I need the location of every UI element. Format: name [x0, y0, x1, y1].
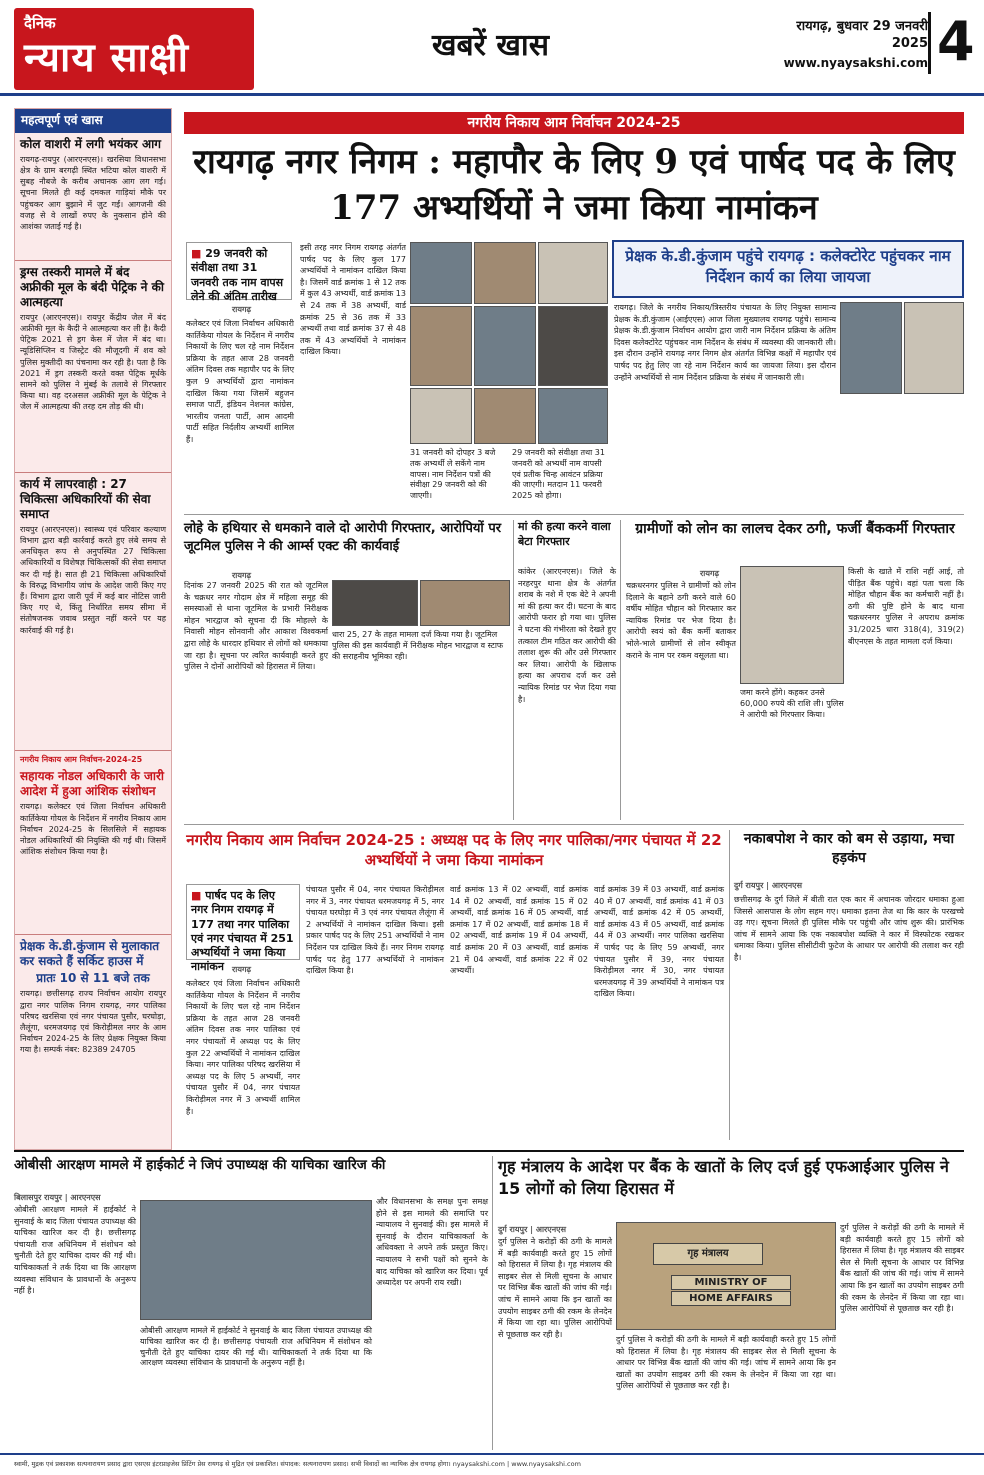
council-col-2: पंचायत पुसौर में 04, नगर पंचायत किरोड़ीमल नगर में 3, नगर पंचायत धरमजयगढ़ में 5, नगर पंचायत घरघोड़ा में 3 एवं नगर पंचायत लैलूंगा में 2 अभ्यर्थियों ने नामांकन दाखिल किया। इसी प्रकार पार्षद पद के लिए 251 अभ्यर्थियों ने नाम निर्देशन पत्र दाखिल किये हैं। नगर निगम रायगढ़ पार्षद पद हेतु 177 अभ्यर्थियों ने नामांकन दाखिल किया है। [306, 885, 444, 976]
imprint-footer: स्वामी, मुद्रक एवं प्रकाशक सत्यनारायण प्रसाद द्वारा एसएस इंटरप्राइजेस प्रिंटिंग प्रेस रायगढ़ से मुद्रित एवं प्रकाशित। संपादक: सत्यनारायण प्रसाद। सभी विवादों का न्यायिक क्षेत्र रायगढ़ होगा। nyaysakshi.com | www.nyaysakshi.com [0, 1453, 984, 1475]
obc-caption: ओबीसी आरक्षण मामले में हाईकोर्ट ने सुनवाई के बाद जिला पंचायत उपाध्यक्ष की याचिका खारिज कर दी है। छत्तीसगढ़ पंचायती राज अधिनियम में संशोधन को चुनौती देते हुए याचिका दायर की गई थी। याचिकाकर्ता ने तर्क दिया था कि आरक्षण व्यवस्था संविधान के प्रावधानों के अनुरूप नहीं है। [140, 1326, 372, 1368]
divider [729, 830, 730, 1140]
brief-item [15, 935, 171, 1057]
loan-portrait [740, 566, 844, 684]
obc-headline[interactable]: ओबीसी आरक्षण मामले में हाईकोर्ट ने जिपं उपाध्यक्ष की याचिका खारिज की [14, 1157, 386, 1173]
loan-caption: जमा करने होंगे। कहकर उनसे 60,000 रुपये की राशि ली। पुलिस ने आरोपी को गिरफ्तार किया। [740, 688, 844, 719]
brief-body: रायपुर (आरएनएस)। रायपुर केंद्रीय जेल में बंद अफ्रीकी मूल के कैदी ने आत्महत्या कर ली है। कैदी पेट्रिक 2021 से ड्रग केस में जेल में बंद था। न्यूडिसिप्लिन व जिस्ट्रेट की मौजूदगी में शव को पुलिस मुक्तीदी का पंचनामा कर रही है। पता है कि 2021 में ड्रग तस्करी करते वक्त पेट्रिक मूर्धके सामने को पुलिस ने मुंबई के तलावे से गिरफ्तार किया था। वह दरअसल अफ्रीकी मूल के पेट्रिक ने जेल में आत्महत्या की तरह दम तोड़ की थी। [20, 312, 166, 412]
bomb-headline[interactable]: नकाबपोश ने कार को बम से उड़ाया, मचा हड़कंप [743, 831, 955, 866]
obc-body-2: और विधानसभा के समक्ष पुनः समक्ष होने से इस मामले की समाप्ति पर न्यायालय ने सुनवाई की। इस मामले में सुनवाई के दौरान याचिकाकर्ता के अधिवक्ता ने अपने तर्क प्रस्तुत किए। न्यायालय ने सभी पक्षों को सुनने के बाद याचिका को खारिज कर दिया। पूर्व अध्यादेश पर अपनी राय रखी। [376, 1197, 488, 1288]
bullet-square-icon: ■ [191, 247, 206, 260]
logo-small-text: दैनिक [24, 14, 56, 32]
divider [184, 514, 964, 515]
lead-kicker: नगरीय निकाय आम निर्वाचन 2024-25 [184, 112, 964, 134]
council-headline[interactable]: नगरीय निकाय आम निर्वाचन 2024-25 : अध्यक्ष पद के लिए नगर पालिका/नगर पंचायत में 22 अभ्यर्थियों ने जमा किया नामांकन [186, 831, 722, 870]
lead-photo-7 [410, 388, 472, 444]
bomb-body: छत्तीसगढ़ के दुर्ग जिले में बीती रात एक कार में अचानक जोरदार धमाका हुआ जिससे आसपास के लोग सहम गए। धमाका इतना तेज था कि कार के परखच्चे उड़ गए। सूचना मिलते ही पुलिस मौके पर पहुंची और जांच शुरू की। प्रारंभिक जांच में सामने आया कि एक नकाबपोश व्यक्ति ने कार में विस्फोटक रखकर धमाका किया। पुलिस सीसीटीवी फुटेज के आधार पर आरोपी की तलाश कर रही है। [734, 895, 964, 962]
lead-headline[interactable]: रायगढ़ नगर निगम : महापौर के लिए 9 एवं पार्षद पद के लिए 177 अभ्यर्थियों ने जमा किया नामांकन [193, 142, 955, 228]
lead-photo-3 [538, 242, 608, 304]
lead-caption-2: 29 जनवरी को संवीक्षा तथा 31 जनवरी को अभ्यर्थी नाम वापसी एवं प्रतीक चिन्ह आवंटन प्रक्रिया की जाएगी। मतदान 11 फरवरी 2025 को होगा। [512, 448, 605, 501]
page-number: 4 [928, 12, 978, 74]
lead-body-1: कलेक्टर एवं जिला निर्वाचन अधिकारी कार्तिकेया गोयल के निर्देशन में नगरीय निकायों के लिए चल रहे नाम निर्देशन प्रक्रिया के तहत आज 28 जनवरी अंतिम दिवस तक महापौर पद के लिए कुल 9 अभ्यर्थियों द्वारा नामांकन दाखिल किया गया जिसमें बहुजन समाज पार्टी, इंडियन नेशनल कांग्रेस, भारतीय जनता पार्टी, आम आदमी पार्टी सहित निर्दलीय अभ्यर्थी शामिल हैं। [186, 319, 294, 444]
left-column-header: महत्वपूर्ण एवं खास [15, 109, 171, 133]
divider [620, 520, 621, 820]
obc-body: ओबीसी आरक्षण मामले में हाईकोर्ट ने सुनवाई के बाद जिला पंचायत उपाध्यक्ष की याचिका खारिज कर दी है। छत्तीसगढ़ पंचायती राज अधिनियम में संशोधन को चुनौती देते हुए याचिका दायर की गई थी। याचिकाकर्ता ने तर्क दिया था कि आरक्षण व्यवस्था संविधान के प्रावधानों के अनुरूप नहीं है। [14, 1205, 136, 1296]
observer-photo-2 [904, 302, 964, 394]
council-col-3: वार्ड क्रमांक 13 में 02 अभ्यर्थी, वार्ड क्रमांक 14 में 02 अभ्यर्थी, वार्ड क्रमांक 15 में 02 अभ्यर्थी, वार्ड क्रमांक 16 में 05 अभ्यर्थी, वार्ड क्रमांक 17 में 02 अभ्यर्थी, वार्ड क्रमांक 18 में 02 अभ्यर्थी, वार्ड क्रमांक 19 में 04 अभ्यर्थी, वार्ड क्रमांक 20 में 03 अभ्यर्थी, वार्ड क्रमांक 21 में 04 अभ्यर्थी, वार्ड क्रमांक 22 में 02 अभ्यर्थी। [450, 885, 588, 976]
brief-body: रायपुर (आरएनएस)। स्वास्थ्य एवं परिवार कल्याण विभाग द्वारा बड़ी कार्रवाई करते हुए लंबे समय से अनधिकृत रूप से अनुपस्थित 27 चिकित्सा अधिकारियों व विशेषज्ञ चिकित्सकों की सेवा समाप्त कर दी गई है। सात ही 21 चिकित्सा अधिकारियों के विरुद्ध विभागीय जांच के आदेश जारी किए गए हैं। विभाग द्वारा जारी पूर्व में कई बार नोटिस जारी किए गए थे, किंतु निर्धारित समय सीमा में संतोषजनक जवाब प्रस्तुत नहीं करने पर यह कार्रवाई की गई है। [20, 524, 166, 635]
lead-photo-1 [410, 242, 472, 304]
brief-highlight: प्रातः 10 से 11 बजे तक [36, 971, 150, 986]
observer-photo-1 [840, 302, 902, 394]
logo-big-text: न्याय साक्षी [24, 35, 189, 81]
weapon-byline: रायगढ़ [232, 571, 251, 580]
weapon-headline[interactable]: लोहे के हथियार से धमकाने वाले दो आरोपी गिरफ्तार, आरोपियों पर जूटमिल पुलिस ने की आर्म्स एक्ट की कार्यवाई [184, 521, 502, 554]
council-col-4: वार्ड क्रमांक 39 में 03 अभ्यर्थी, वार्ड क्रमांक 40 में 07 अभ्यर्थी, वार्ड क्रमांक 41 में 03 अभ्यर्थी, वार्ड क्रमांक 42 में 05 अभ्यर्थी, वार्ड क्रमांक 43 में 05 अभ्यर्थी, वार्ड क्रमांक 44 में 03 अभ्यर्थी। नगर पालिका खरसिया में पार्षद पद के लिए 59 अभ्यर्थी, नगर पंचायत पुसौर में 39, नगर पंचायत किरोड़ीमल नगर में 30, नगर पंचायत धरमजयगढ़ में 39 अभ्यर्थियों ने नामांकन पत्र दाखिल किया। [594, 885, 724, 999]
lead-bullet-text: 29 जनवरी को संवीक्षा तथा 31 जनवरी तक नाम वापस लेने की अंतिम तारीख [191, 247, 284, 303]
loan-body-2: किसी के खाते में राशि नहीं आई, तो पीड़ित बैंक पहुंचे। वहां पता चला कि मोहित चौहान बैंक का कर्मचारी नहीं है। ठगी की पुष्टि होने के बाद थाना चक्रधरनगर पुलिस ने अपराध क्रमांक 31/2025 धारा 318(4), 319(2) बीएनएस के तहत मामला दर्ज किया। [848, 567, 964, 646]
weapon-photo [420, 580, 510, 626]
dateline: रायगढ़, बुधवार 29 जनवरी 2025 [796, 19, 928, 52]
lead-photo-5 [474, 306, 536, 386]
high-court-photo [140, 1200, 372, 1320]
section-title: खबरें खास [432, 28, 549, 63]
brief-item [15, 133, 171, 261]
left-column-briefs [14, 108, 172, 1150]
ministry-body-3: दुर्ग पुलिस ने करोड़ों की ठगी के मामले में बड़ी कार्यवाही करते हुए 15 लोगों को हिरासत में लिया है। गृह मंत्रालय की साइबर सेल से मिली सूचना के आधार पर विभिन्न बैंक खातों की जांच की गई। जांच में सामने आया कि इन खातों का उपयोग साइबर ठगी की रकम के लेनदेन में किया जा रहा था। पुलिस आरोपियों से पूछताछ कर रही है। [840, 1223, 964, 1314]
newspaper-logo[interactable] [14, 8, 254, 90]
brief-item [15, 473, 171, 751]
ministry-headline[interactable]: गृह मंत्रालय के आदेश पर बैंक के खातों के लिए दर्ज हुई एफआईआर पुलिस ने 15 लोगों को लिया हिरासत में [498, 1157, 949, 1198]
brief-item [15, 765, 171, 935]
ministry-sign-hindi: गृह मंत्रालय [653, 1243, 763, 1265]
lead-caption-1: 31 जनवरी को दोपहर 3 बजे तक अभ्यर्थी ले सकेंगे नाम वापस। नाम निर्देशन पत्रों की संवीक्षा 29 जनवरी को की जाएगी। [410, 448, 496, 501]
site-url[interactable]: www.nyaysakshi.com [783, 56, 928, 70]
lead-photo-2 [474, 242, 536, 304]
divider [14, 1150, 964, 1152]
loan-headline[interactable]: ग्रामीणों को लोन का लालच देकर ठगी, फर्जी बैंककर्मी गिरफ्तार [635, 521, 955, 537]
divider [184, 824, 964, 825]
lead-body-2: इसी तरह नगर निगम रायगढ़ अंतर्गत पार्षद पद के लिए कुल 177 अभ्यर्थियों ने नामांकन दाखिल किया है। जिसमें वार्ड क्रमांक 1 से 12 तक में कुल 43 अभ्यर्थी, वार्ड क्रमांक 13 से 24 तक में 38 अभ्यर्थी, वार्ड क्रमांक 25 से 36 तक में 33 अभ्यर्थी तथा वार्ड क्रमांक 37 से 48 तक में 43 अभ्यर्थियों ने नामांकन दाखिल किया। [300, 243, 406, 357]
mother-body: कांकेर (आरएनएस)। जिले के नरहरपुर थाना क्षेत्र के अंतर्गत शराब के नशे में एक बेटे ने अपनी मां की हत्या कर दी। घटना के बाद आरोपी फरार हो गया था। पुलिस ने घटना की गंभीरता को देखते हुए तत्काल टीम गठित कर आरोपी की तलाश शुरू की और उसे गिरफ्तार कर लिया। आरोपी के खिलाफ हत्या का अपराध दर्ज कर उसे न्यायिक रिमांड पर भेज दिया गया है। [518, 567, 616, 704]
brief-tag: नगरीय निकाय आम निर्वाचन-2024-25 [20, 754, 143, 764]
brief-body: रायगढ़। छत्तीसगढ़ राज्य निर्वाचन आयोग रायपुर द्वारा नगर पालिक निगम रायगढ़, नगर पालिका परिषद खरसिया एवं नगर पंचायत पुसौर, घरघोड़ा, लैलूंगा, धरमजयगढ़ एवं किरोड़ीमल नगर के आम निर्वाचन 2024-25 के लिए प्रेक्षक नियुक्त किया गया है। सम्पर्क नंबर: 82389 24705 [20, 989, 166, 1055]
brief-title: सहायक नोडल अधिकारी के जारी आदेश में हुआ आंशिक संशोधन [20, 769, 165, 799]
obc-byline: बिलासपुर रायपुर | आरएनएस [14, 1193, 101, 1202]
weapon-photo-main [332, 580, 418, 626]
council-col-1: कलेक्टर एवं जिला निर्वाचन अधिकारी कार्तिकेया गोयल के निर्देशन में नगरीय निकायों के लिए चल रहे नाम निर्देशन प्रक्रिया के तहत आज 28 जनवरी अंतिम दिवस तक नगर पालिका एवं नगर पंचायतों में अध्यक्ष पद के लिए कुल 22 अभ्यर्थियों ने नामांकन दाखिल किया। नगर पालिका परिषद खरसिया में अध्यक्ष पद के लिए 5 अभ्यर्थी, नगर पंचायत पुसौर में 04, नगर पंचायत किरोड़ीमल नगर में 3 अभ्यर्थी शामिल हैं। [186, 979, 300, 1116]
weapon-body: दिनांक 27 जनवरी 2025 की रात को जूटमिल के चक्रधर नगर गोदाम क्षेत्र में महिला समूह की समस्याओं से थाना जूटमिल के प्रभारी निरीक्षक मोहन भारद्वाज को सूचना दी कि मोहल्ले के निवासी मोहन सोनवानी और आकाश विश्वकर्मा द्वारा लोहे के धारदार हथियार से लोगों को धमकाया जा रहा है। सूचना पर त्वरित कार्यवाही करते हुए पुलिस ने दोनों आरोपियों को हिरासत में लिया। [184, 581, 328, 672]
lead-photo-6 [538, 306, 608, 386]
loan-body: चक्रधरनगर पुलिस ने ग्रामीणों को लोन दिलाने के बहाने ठगी करने वाले 60 वर्षीय मोहित चौहान को गिरफ्तार कर न्यायिक रिमांड पर भेज दिया है। आरोपी स्वयं को बैंक कर्मी बताकर भोले-भाले ग्रामीणों से लोन स्वीकृत कराने के नाम पर रकम वसूलता था। [626, 581, 736, 660]
bullet-square-icon: ■ [191, 889, 206, 902]
council-byline: रायगढ़ [232, 965, 251, 974]
ministry-body-2: दुर्ग पुलिस ने करोड़ों की ठगी के मामले में बड़ी कार्यवाही करते हुए 15 लोगों को हिरासत में लिया है। गृह मंत्रालय की साइबर सेल से मिली सूचना के आधार पर विभिन्न बैंक खातों की जांच की गई। जांच में सामने आया कि इन खातों का उपयोग साइबर ठगी की रकम के लेनदेन में किया जा रहा था। पुलिस आरोपियों से पूछताछ कर रही है। [616, 1335, 836, 1391]
council-bullet [186, 884, 300, 974]
divider [513, 520, 514, 820]
lead-photo-4 [410, 306, 472, 386]
brief-body: रायगढ़। कलेक्टर एवं जिला निर्वाचन अधिकारी कार्तिकेया गोयल के निर्देशन में नगरीय निकाय आम निर्वाचन 2024-25 के सिलसिले में सहायक नोडल अधिकारियों की नियुक्ति की गई थी। जिसमें आंशिक संशोधन किया गया है। [20, 802, 166, 857]
weapon-caption: धारा 25, 27 के तहत मामला दर्ज किया गया है। जूटमिल पुलिस की इस कार्यवाही में निरीक्षक मोहन भारद्वाज व स्टाफ की सराहनीय भूमिका रही। [332, 630, 504, 661]
ministry-sign-english-2: HOME AFFAIRS [671, 1291, 791, 1306]
lead-byline: रायगढ़ [232, 305, 251, 314]
brief-title: प्रेक्षक के.डी.कुंजाम से मुलाकात कर सकते हैं सर्किट हाउस में [20, 939, 160, 969]
loan-byline: रायगढ़ [700, 569, 719, 578]
brief-title: ड्रग्स तस्करी मामले में बंद अफ्रीकी मूल के बंदी पेट्रिक ने की आत्महत्या [20, 264, 164, 309]
bomb-byline: दुर्ग रायपुर | आरएनएस [734, 881, 802, 890]
divider [492, 1156, 493, 1450]
observer-headline[interactable]: प्रेक्षक के.डी.कुंजाम पहुंचे रायगढ़ : कलेक्टोरेट पहुंचकर नाम निर्देशन कार्य का लिया जायजा [612, 240, 964, 298]
brief-title: कार्य में लापरवाही : 27 चिकित्सा अधिकारियों की सेवा समाप्त [20, 476, 151, 521]
lead-photo-8 [474, 388, 536, 444]
masthead [0, 0, 984, 96]
lead-photo-9 [538, 388, 608, 444]
observer-body: रायगढ़। जिले के नगरीय निकाय/त्रिस्तरीय पंचायत के लिए नियुक्त सामान्य प्रेक्षक के.डी.कुंजाम (आईएएस) आज जिला मुख्यालय रायगढ़ पहुंचे। सामान्य प्रेक्षक के.डी.कुंजाम निर्वाचन आयोग द्वारा जारी नाम निर्देशन प्रक्रिया के अंतिम दिवस कलेक्टोरेट पहुंचकर नाम निर्देशन के संबंध में व्यवस्था की जानकारी ली। इस दौरान उन्होंने रायगढ़ नगर निगम क्षेत्र अंतर्गत विभिन्न कक्षों में महापौर एवं पार्षद पद हेतु लिए जा रहे नाम निर्देशन कार्य का जायजा लिया। इस दौरान उन्होंने अभ्यर्थियों से नाम निर्देशन प्रक्रिया के संबंध में जानकारी ली। [614, 303, 836, 382]
ministry-body: दुर्ग पुलिस ने करोड़ों की ठगी के मामले में बड़ी कार्यवाही करते हुए 15 लोगों को हिरासत में लिया है। गृह मंत्रालय की साइबर सेल से मिली सूचना के आधार पर विभिन्न बैंक खातों की जांच की गई। जांच में सामने आया कि इन खातों का उपयोग साइबर ठगी की रकम के लेनदेन में किया जा रहा था। पुलिस आरोपियों से पूछताछ कर रही है। [498, 1237, 612, 1339]
brief-title: कोल वाशरी में लगी भयंकर आग [20, 136, 162, 151]
ministry-sign-english-1: MINISTRY OF [671, 1275, 791, 1290]
mother-headline[interactable]: मां की हत्या करने वाला बेटा गिरफ्तार [518, 520, 611, 548]
brief-body: रायगढ़-रायपुर (आरएनएस)। खरसिया विधानसभा क्षेत्र के ग्राम बरगढ़ी स्थित भटिया कोल वाशरी में सुबह नौबजे के करीब अचानक आग लग गई। सूचना मिलते ही कई दमकल गाड़ियां मौके पर पहुंचकर आग बुझाने में जुट गईं। आगजनी की वजह से वे लाखों रुपए के नुकसान होने की आशंका जताई गई है। [20, 154, 166, 231]
council-bullet-text: पार्षद पद के लिए नगर निगम रायगढ़ में 177 तथा नगर पालिका एवं नगर पंचायत में 251 अभ्यर्थियों ने जमा किया नामांकन [191, 889, 294, 974]
brief-item [15, 261, 171, 473]
ministry-byline: दुर्ग रायपुर | आरएनएस [498, 1225, 566, 1234]
lead-bullet [186, 242, 292, 303]
ministry-sign-photo [616, 1222, 836, 1330]
